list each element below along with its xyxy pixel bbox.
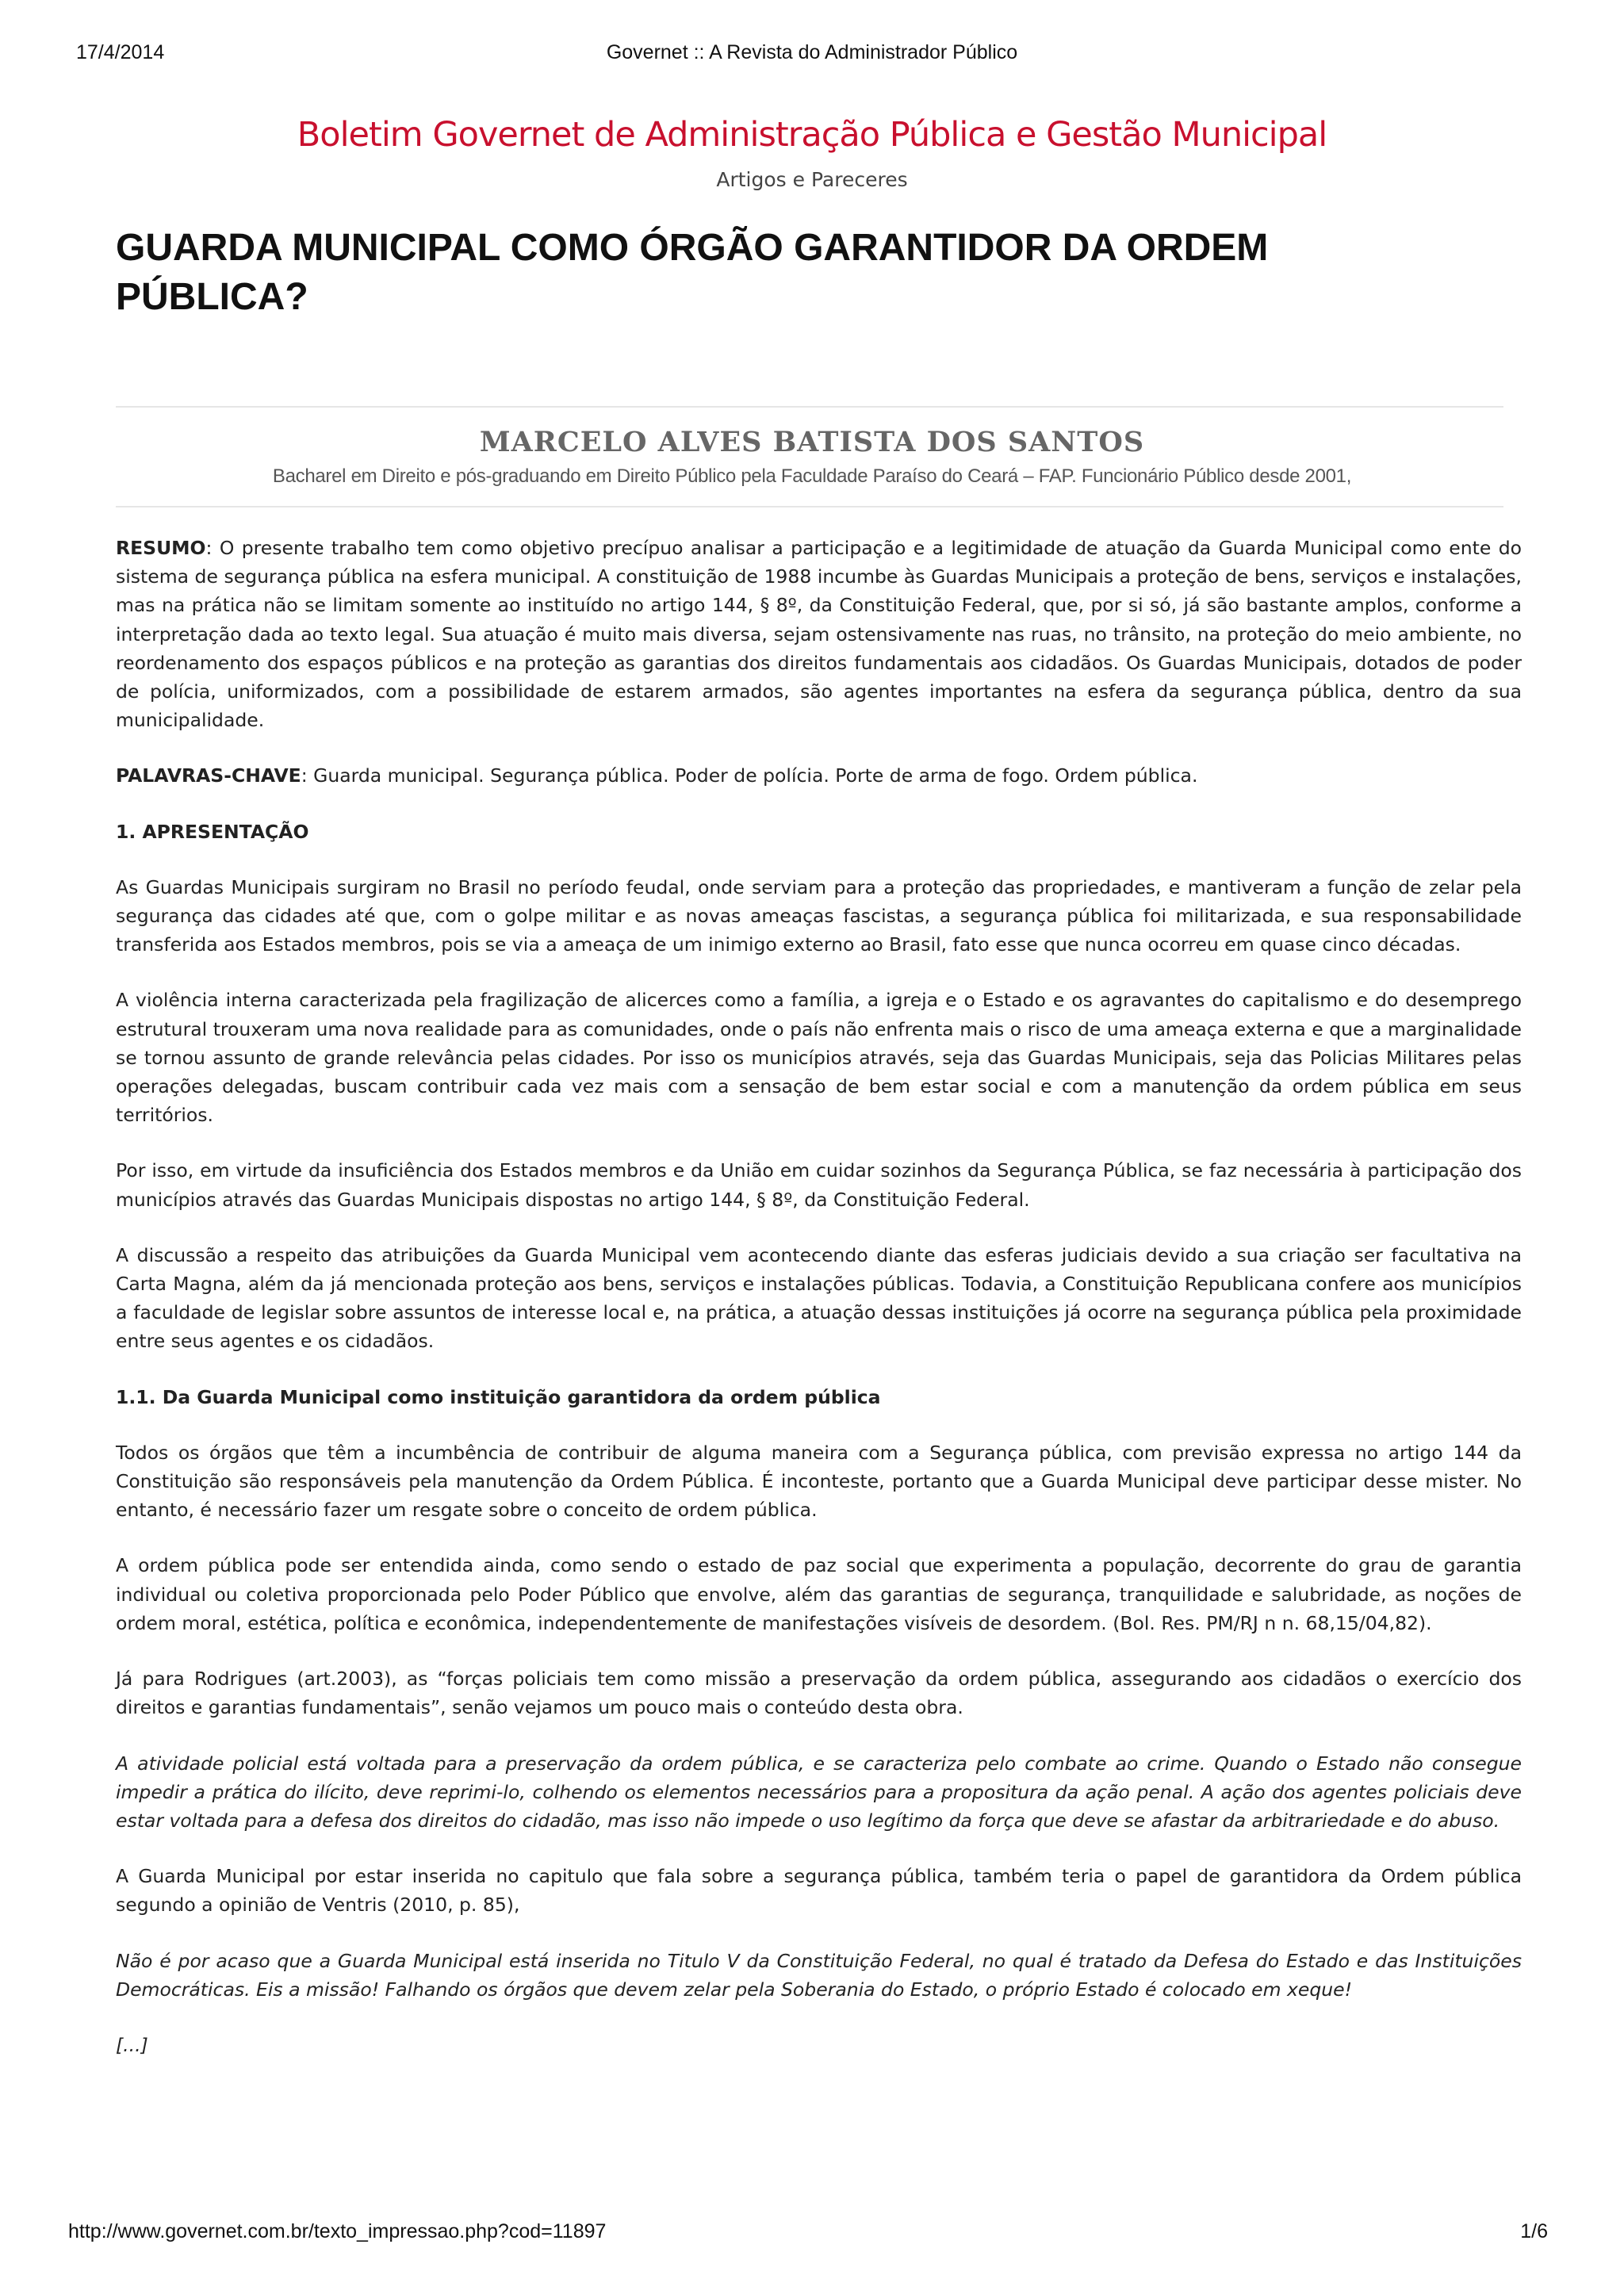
section-heading-apresentacao: 1. APRESENTAÇÃO xyxy=(116,820,309,843)
body-paragraph: A ordem pública pode ser entendida ainda, como sendo o estado de paz social que experimenta a população, decorrente do grau de garantia individual ou coletiva proporcionada pelo Poder Público que envolve, além das garantias de segurança, tranquilidade e salubridade, as noções de ordem moral, estética, política e econômica, independentemente de manifestações visíveis de desordem. (Bol. Res. PM/RJ n n. 68,15/04,82). xyxy=(116,1554,1522,1634)
body-paragraph: Já para Rodrigues (art.2003), as “forças policiais tem como missão a preservação da ordem pública, assegurando aos cidadãos o exercício dos direitos e garantias fundamentais”, senão vejamos um pouco mais o conteúdo desta obra. xyxy=(116,1668,1522,1719)
site-title: Boletim Governet de Administração Pública e Gestão Municipal xyxy=(297,115,1327,155)
keywords-label: PALAVRAS-CHAVE xyxy=(116,764,301,787)
body-paragraph: A violência interna caracterizada pela fragilização de alicerces como a família, a igreja e o Estado e os agravantes do capitalismo e do desemprego estrutural trouxeram uma nova realidade para as comunidades, onde o país não enfrenta mais o risco de uma ameaça externa e que a marginalidade se tornou assunto de grande relevância pelas cidades. Por isso os municípios através, seja das Guardas Municipais, seja das Policias Militares pelas operações delegadas, buscam contribuir cada vez mais com a sensação de bem estar social e com a manutenção da ordem pública em seus territórios. xyxy=(116,989,1522,1127)
keywords-paragraph xyxy=(116,761,1522,790)
abstract-text: : O presente trabalho tem como objetivo precípuo analisar a participação e a legitimidade de atuação da Guarda Municipal como ente do sistema de segurança pública na esfera municipal. A constituição de 1988 incumbe às Guardas Municipais a proteção de bens, serviços e instalações, mas na prática não se limitam somente ao instituído no artigo 144, § 8º, da Constituição Federal, que, por si só, já são bastante amplos, conforme a interpretação dada ao texto legal. Sua atuação é muito mais diversa, sejam ostensivamente nas ruas, no trânsito, na proteção do meio ambiente, no reordenamento dos espaços públicos e na proteção as garantias dos direitos fundamentais aos cidadãos. Os Guardas Municipais, dotados de poder de polícia, uniformizados, com a possibilidade de estarem armados, são agentes importantes na esfera da segurança pública, dentro da sua municipalidade. xyxy=(116,537,1522,732)
abstract-label: RESUMO xyxy=(116,537,206,559)
page-number: 1/6 xyxy=(1520,2220,1548,2242)
article-title: GUARDA MUNICIPAL COMO ÓRGÃO GARANTIDOR DA ORDEM PÚBLICA? xyxy=(116,227,1269,318)
ellipsis: [...] xyxy=(116,2033,148,2056)
author-bio: Bacharel em Direito e pós-graduando em Direito Público pela Faculdade Paraíso do Ceará – FAP. Funcionário Público desde 2001, xyxy=(272,465,1352,487)
body-paragraph: As Guardas Municipais surgiram no Brasil no período feudal, onde serviam para a proteção das propriedades, e mantiveram a função de zelar pela segurança das cidades até que, com o golpe militar e as novas ameaças fascistas, a segurança pública foi militarizada, e sua responsabilidade transferida aos Estados membros, pois se via a ameaça de um inimigo externo ao Brasil, fato esse que nunca ocorreu em quase cinco décadas. xyxy=(116,875,1522,956)
block-quote: Não é por acaso que a Guarda Municipal está inserida no Titulo V da Constituição Federal, no qual é tratado da Defesa do Estado e das Instituições Democráticas. Eis a missão! Falhando os órgãos que devem zelar pela Soberania do Estado, o próprio Estado é colocado em xeque! xyxy=(116,1949,1522,2001)
print-page-title: Governet :: A Revista do Administrador Público xyxy=(606,41,1018,63)
divider-bottom xyxy=(116,506,1503,507)
author-name: MARCELO ALVES BATISTA DOS SANTOS xyxy=(479,426,1145,458)
body-paragraph: Todos os órgãos que têm a incumbência de contribuir de alguma maneira com a Segurança pública, com previsão expressa no artigo 144 da Constituição são responsáveis pela manutenção da Ordem Pública. É inconteste, portanto que a Guarda Municipal deve participar desse mister. No entanto, é necessário fazer um resgate sobre o conceito de ordem pública. xyxy=(116,1441,1522,1522)
block-quote: A atividade policial está voltada para a preservação da ordem pública, e se caracteriza pelo combate ao crime. Quando o Estado não consegue impedir a prática do ilícito, deve reprimi-lo, colhendo os elementos necessários para a propositura da ação penal. A ação dos agentes policiais deve estar voltada para a defesa dos direitos do cidadão, mas isso não impede o uso legítimo da força que deve se afastar da arbitrariedade e do abuso. xyxy=(116,1752,1522,1832)
divider-top xyxy=(116,406,1503,408)
section-heading-guarda-municipal: 1.1. Da Guarda Municipal como instituição garantidora da ordem pública xyxy=(116,1385,881,1408)
body-paragraph: Por isso, em virtude da insuficiência dos Estados membros e da União em cuidar sozinhos da Segurança Pública, se faz necessária à participação dos municípios através das Guardas Municipais dispostas no artigo 144, § 8º, da Constituição Federal. xyxy=(116,1159,1522,1211)
article-body xyxy=(116,534,1522,2086)
abstract-paragraph xyxy=(116,534,1522,734)
site-subtitle: Artigos e Pareceres xyxy=(716,168,908,191)
body-paragraph: A Guarda Municipal por estar inserida no capitulo que fala sobre a segurança pública, também teria o papel de garantidora da Ordem pública segundo a opinião de Ventris (2010, p. 85), xyxy=(116,1865,1522,1917)
keywords-text: : Guarda municipal. Segurança pública. Poder de polícia. Porte de arma de fogo. Ordem pública. xyxy=(301,764,1198,787)
body-paragraph: A discussão a respeito das atribuições da Guarda Municipal vem acontecendo diante das esferas judiciais devido a sua criação ser facultativa na Carta Magna, além da já mencionada proteção aos bens, serviços e instalações públicas. Todavia, a Constituição Republicana confere aos municípios a faculdade de legislar sobre assuntos de interesse local e, na prática, a atuação dessas instituições já ocorre na segurança pública pela proximidade entre seus agentes e os cidadãos. xyxy=(116,1243,1522,1353)
print-url: http://www.governet.com.br/texto_impressao.php?cod=11897 xyxy=(68,2220,607,2242)
print-date: 17/4/2014 xyxy=(76,41,165,63)
